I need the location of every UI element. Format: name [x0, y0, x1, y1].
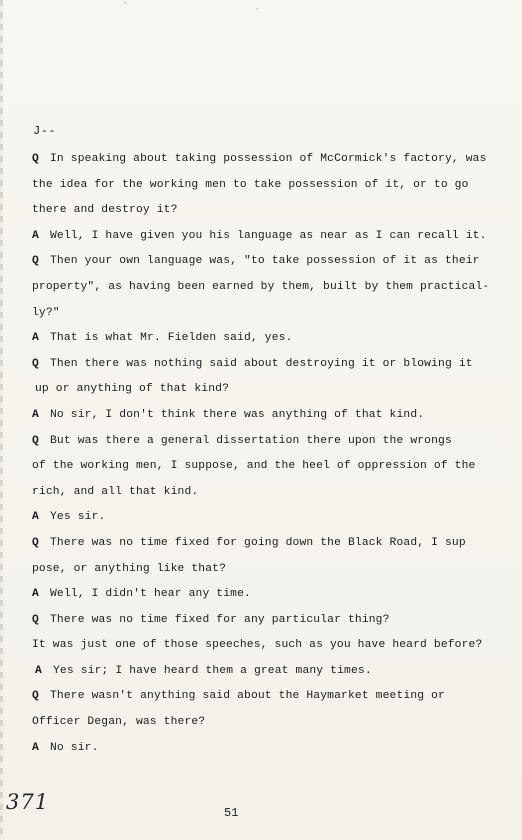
transcript-line — [32, 326, 492, 352]
page-number: 51 — [224, 806, 239, 820]
line-text: property", as having been earned by them, built by them practical- — [32, 280, 490, 293]
section-mark: J-- — [33, 124, 57, 138]
transcript-line — [32, 275, 492, 301]
transcript-line — [32, 531, 492, 557]
speaker-label: Q — [32, 536, 39, 549]
speaker-label: A — [32, 229, 39, 242]
speaker-label: Q — [32, 613, 39, 626]
speaker-label: A — [35, 664, 42, 677]
speaker-label: Q — [32, 434, 39, 447]
line-text: But was there a general dissertation there upon the wrongs — [50, 434, 452, 447]
transcript-line — [32, 659, 492, 685]
transcript-line — [32, 505, 492, 531]
line-text: of the working men, I suppose, and the heel of oppression of the — [32, 460, 476, 473]
transcript-line — [32, 403, 492, 429]
line-text: Officer Degan, was there? — [32, 716, 206, 729]
line-text: No sir, I don't think there was anything of that kind. — [50, 408, 425, 421]
transcript-line — [32, 429, 492, 455]
binding-edge — [0, 0, 3, 840]
speaker-label: A — [32, 332, 39, 345]
transcript-line — [32, 736, 492, 762]
speaker-label: Q — [32, 255, 39, 268]
line-text: the idea for the working men to take possession of it, or to go — [32, 178, 469, 191]
line-text: up or anything of that kind? — [35, 383, 230, 396]
transcript-line — [32, 710, 492, 736]
paper-smudge: · — [254, 4, 261, 16]
speaker-label: Q — [32, 357, 39, 370]
line-text: In speaking about taking possession of McCormick's factory, was — [50, 153, 487, 165]
transcript-line — [32, 224, 492, 250]
transcript-line — [32, 557, 492, 583]
line-text: It was just one of those speeches, such as you have heard before? — [32, 639, 483, 652]
transcript-line — [32, 454, 492, 480]
speaker-label: Q — [32, 690, 39, 703]
transcript-line — [32, 352, 492, 378]
transcript-line — [32, 582, 492, 608]
line-text: There was no time fixed for going down the Black Road, I sup — [50, 536, 466, 549]
speaker-label: Q — [32, 153, 39, 165]
transcript-line — [32, 377, 492, 403]
line-text: pose, or anything like that? — [32, 562, 227, 575]
line-text: Yes sir. — [50, 511, 106, 524]
speaker-label: A — [32, 588, 39, 601]
transcript-line — [32, 198, 492, 224]
transcript-line — [32, 480, 492, 506]
line-text: Then there was nothing said about destroying it or blowing it — [50, 357, 473, 370]
handwritten-page-annotation: 371 — [6, 790, 50, 814]
transcript-line — [32, 633, 492, 659]
line-text: No sir. — [50, 741, 99, 754]
transcript-line — [32, 173, 492, 199]
line-text: Well, I didn't hear any time. — [50, 588, 251, 601]
line-text: ly?" — [32, 306, 60, 319]
transcript-line — [32, 684, 492, 710]
line-text: That is what Mr. Fielden said, yes. — [50, 332, 293, 345]
transcript-line — [32, 608, 492, 634]
speaker-label: A — [32, 408, 39, 421]
speaker-label: A — [32, 741, 39, 754]
paper-smudge: ˘ — [122, 2, 129, 14]
speaker-label: A — [32, 511, 39, 524]
line-text: Well, I have given you his language as near as I can recall it. — [50, 229, 487, 242]
transcript-line — [32, 301, 492, 327]
transcript-body — [32, 147, 492, 761]
line-text: There was no time fixed for any particular thing? — [50, 613, 390, 626]
line-text: rich, and all that kind. — [32, 485, 199, 498]
transcript-line — [32, 249, 492, 275]
line-text: there and destroy it? — [32, 204, 178, 217]
line-text: There wasn't anything said about the Haymarket meeting or — [50, 690, 445, 703]
transcript-line — [32, 147, 492, 173]
line-text: Then your own language was, "to take possession of it as their — [50, 255, 480, 268]
line-text: Yes sir; I have heard them a great many times. — [53, 664, 372, 677]
